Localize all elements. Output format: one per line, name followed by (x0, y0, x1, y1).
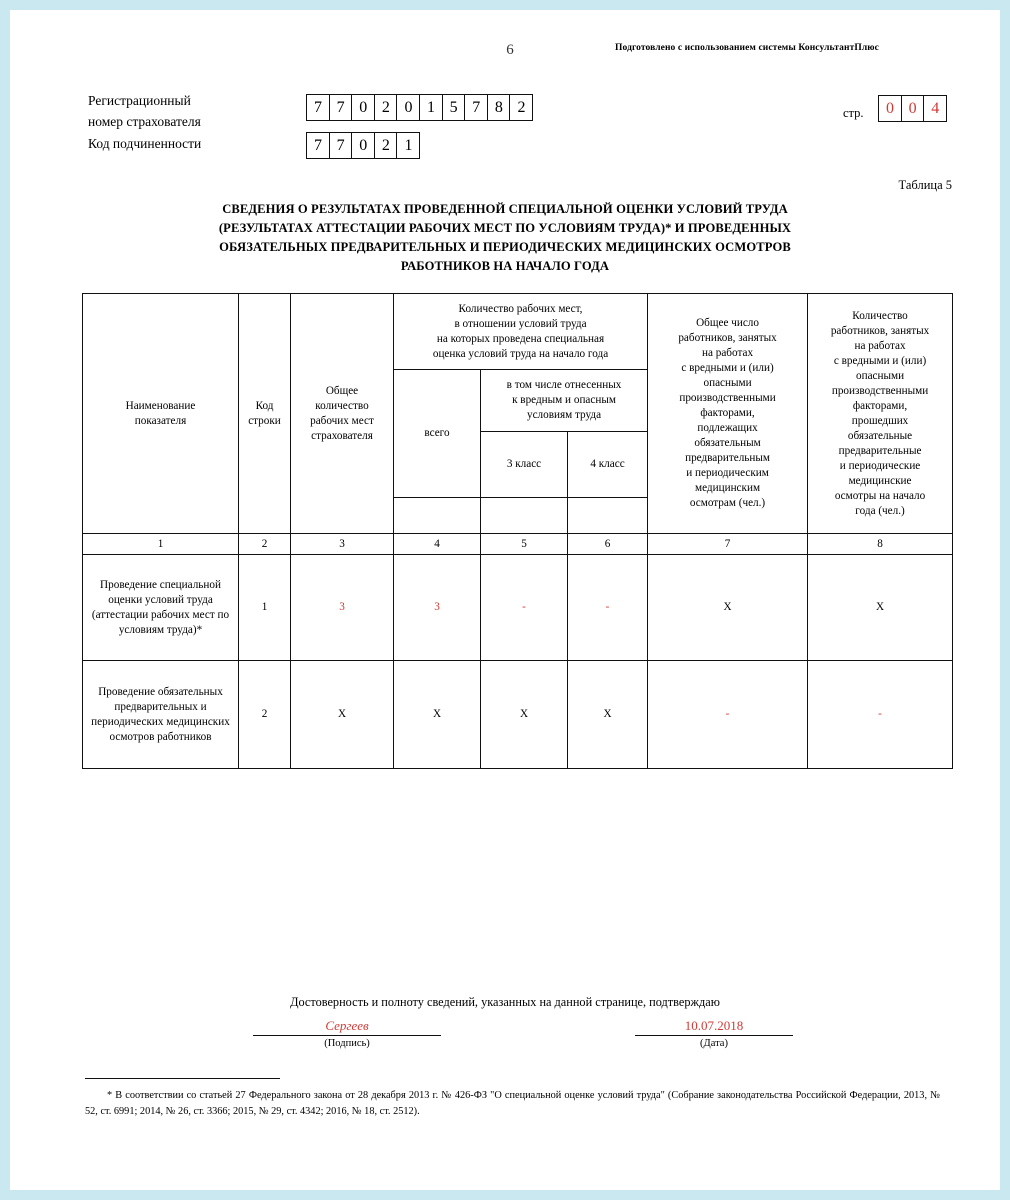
colnum-4: 4 (394, 534, 481, 555)
row1-code: 1 (239, 555, 291, 661)
header-col6: 4 класс (568, 432, 648, 498)
registration-number-digit-5[interactable]: 0 (396, 94, 420, 121)
footnote-divider (85, 1078, 280, 1079)
subordination-code-digit-5[interactable]: 1 (396, 132, 420, 159)
signature-value[interactable]: Сергеев (325, 1018, 369, 1033)
header-col3: Общее количество рабочих мест страхователя (291, 294, 394, 534)
subordination-code-digit-1[interactable]: 7 (306, 132, 330, 159)
row2-col6[interactable]: X (568, 661, 648, 769)
registration-number-digit-8[interactable]: 7 (464, 94, 488, 121)
row2-code: 2 (239, 661, 291, 769)
colnum-6: 6 (568, 534, 648, 555)
subordination-code-label: Код подчиненности (88, 136, 202, 151)
registration-number-label-line2: номер страхователя (88, 114, 201, 129)
registration-number-digit-3[interactable]: 0 (351, 94, 375, 121)
row2-col8[interactable]: - (808, 661, 953, 769)
row1-name: Проведение специальной оценки условий труда (аттестации рабочих мест по условиям труда)* (83, 555, 239, 661)
page-title-line1: СВЕДЕНИЯ О РЕЗУЛЬТАТАХ ПРОВЕДЕННОЙ СПЕЦИАЛЬНОЙ ОЦЕНКИ УСЛОВИЙ ТРУДА (222, 202, 788, 216)
registration-number-digit-10[interactable]: 2 (509, 94, 533, 121)
subordination-code-boxes[interactable] (306, 132, 419, 159)
header-spacer-col5 (394, 498, 481, 534)
colnum-5: 5 (481, 534, 568, 555)
footnote-text (85, 1088, 940, 1120)
row2-col7[interactable]: - (648, 661, 808, 769)
date-rule (635, 1035, 793, 1036)
row1-col3[interactable]: 3 (291, 555, 394, 661)
footnote-body: * В соответствии со статьей 27 Федерального закона от 28 декабря 2013 г. № 426-ФЗ "О специальной оценке условий труда" (Собрание законодательства Российской Федерации, 2013, № 52, ст. 6991; 2014, № 26, ст. 3366; 2015, № 29, ст. 4342; 2016, № 18, ст. 2512). (85, 1090, 940, 1117)
row2-name: Проведение обязательных предварительных и периодических медицинских осмотров работников (83, 661, 239, 769)
row2-col4[interactable]: X (394, 661, 481, 769)
table-row (83, 555, 953, 661)
date-value[interactable]: 10.07.2018 (684, 1018, 744, 1033)
signature-rule (253, 1035, 441, 1036)
page-number-label: стр. (843, 106, 864, 120)
registration-number-label (88, 90, 288, 132)
registration-number-digit-1[interactable]: 7 (306, 94, 330, 121)
signature-block (253, 1016, 441, 1049)
table-row (83, 661, 953, 769)
row1-col8[interactable]: X (808, 555, 953, 661)
page-title-line2: (РЕЗУЛЬТАТАХ АТТЕСТАЦИИ РАБОЧИХ МЕСТ ПО УСЛОВИЯМ ТРУДА)* И ПРОВЕДЕННЫХ (218, 221, 792, 235)
row1-col4[interactable]: 3 (394, 555, 481, 661)
signature-caption: (Подпись) (324, 1038, 370, 1049)
consultant-plus-note: Подготовлено с использованием системы КонсультантПлюс (615, 43, 879, 53)
header-row-1 (83, 294, 953, 370)
header-group-456: Количество рабочих мест, в отношении условий труда на которых проведена специальная оценка условий труда на начало года (394, 294, 648, 370)
subordination-code-digit-3[interactable]: 0 (351, 132, 375, 159)
row2-col5[interactable]: X (481, 661, 568, 769)
confirmation-text: Достоверность и полноту сведений, указанных на данной странице, подтверждаю (290, 995, 720, 1009)
registration-number-boxes[interactable] (306, 94, 532, 121)
page-title-line3: ОБЯЗАТЕЛЬНЫХ ПРЕДВАРИТЕЛЬНЫХ И ПЕРИОДИЧЕСКИХ МЕДИЦИНСКИХ ОСМОТРОВ (219, 240, 791, 254)
subordination-code-digit-2[interactable]: 7 (329, 132, 353, 159)
header-group-56: в том числе отнесенных к вредным и опасным условиям труда (481, 370, 648, 432)
subordination-code-digit-4[interactable]: 2 (374, 132, 398, 159)
registration-number-digit-7[interactable]: 5 (442, 94, 466, 121)
column-number-row (83, 534, 953, 555)
header-col8: Количество работников, занятых на работах с вредными и (или) опасными производственными факторами, прошедших обязательные предварительные и периодические медицинские осмотры на начало года (чел.) (808, 294, 953, 534)
registration-number-digit-6[interactable]: 1 (419, 94, 443, 121)
row2-col3[interactable]: X (291, 661, 394, 769)
document-page (10, 10, 1000, 1190)
page-number-digit-1[interactable]: 0 (878, 95, 902, 122)
colnum-8: 8 (808, 534, 953, 555)
main-table-wrapper (82, 293, 952, 769)
header-col4: всего (394, 370, 481, 498)
registration-number-label-line1: Регистрационный (88, 93, 191, 108)
page-number-boxes[interactable] (878, 95, 946, 122)
header-col2: Код строки (239, 294, 291, 534)
page-title-line4: РАБОТНИКОВ НА НАЧАЛО ГОДА (400, 259, 610, 273)
row1-col5[interactable]: - (481, 555, 568, 661)
table-label: Таблица 5 (898, 178, 952, 192)
colnum-1: 1 (83, 534, 239, 555)
page-number-digit-2[interactable]: 0 (901, 95, 925, 122)
date-block (635, 1016, 793, 1049)
colnum-7: 7 (648, 534, 808, 555)
header-col7: Общее число работников, занятых на работах с вредными и (или) опасными производственными факторами, подлежащих обязательным предварительным и периодическим медицинским осмотрам (чел.) (648, 294, 808, 534)
colnum-3: 3 (291, 534, 394, 555)
registration-number-digit-2[interactable]: 7 (329, 94, 353, 121)
header-col5: 3 класс (481, 432, 568, 498)
header-spacer-col6 (481, 498, 568, 534)
page-number-top: 6 (506, 42, 514, 58)
main-table (82, 293, 953, 769)
colnum-2: 2 (239, 534, 291, 555)
page-title (150, 200, 860, 276)
date-caption: (Дата) (700, 1038, 728, 1049)
page-number-digit-3[interactable]: 4 (923, 95, 947, 122)
row1-col7[interactable]: X (648, 555, 808, 661)
row1-col6[interactable]: - (568, 555, 648, 661)
registration-number-digit-9[interactable]: 8 (487, 94, 511, 121)
registration-number-digit-4[interactable]: 2 (374, 94, 398, 121)
header-col1: Наименование показателя (83, 294, 239, 534)
